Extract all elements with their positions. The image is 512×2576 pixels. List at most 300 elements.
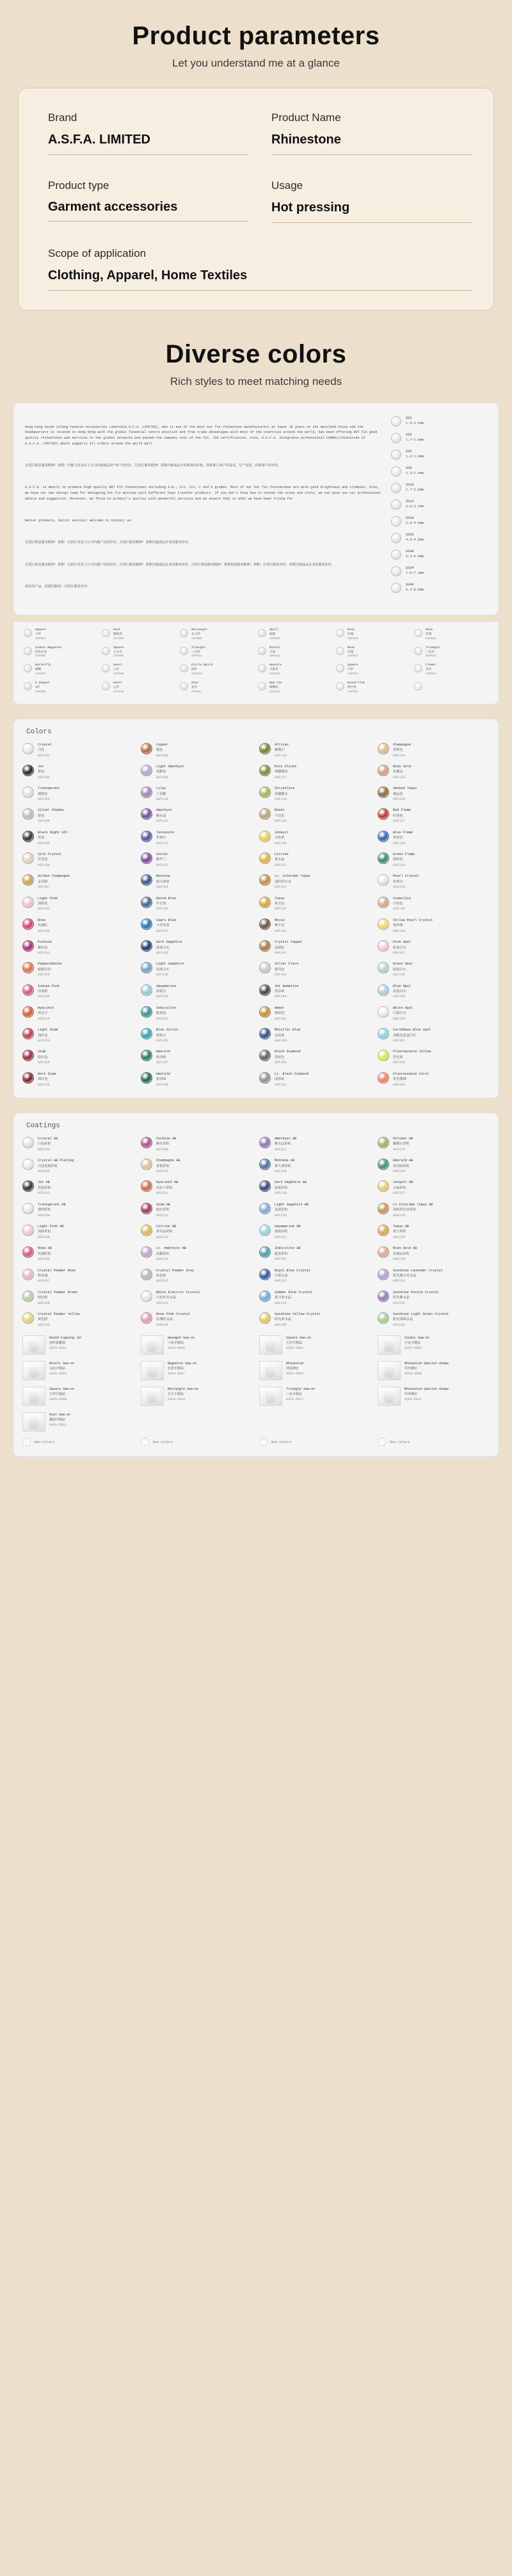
shape-thumbnail-item[interactable] <box>258 646 332 660</box>
shape-thumbnail-item[interactable] <box>414 646 488 660</box>
product-image <box>378 1387 401 1406</box>
shape-thumbnail-label: Heart 心形 ASF010 <box>113 681 124 694</box>
color-swatch-item[interactable] <box>378 1027 490 1043</box>
color-swatch-item[interactable] <box>22 742 134 758</box>
rhinestone-icon <box>259 1203 271 1214</box>
rhinestone-icon <box>22 918 34 930</box>
shape-thumbnail-label: Triangle 三角形 ASF013 <box>191 646 206 658</box>
color-swatch-item[interactable] <box>22 940 134 956</box>
shape-thumbnail-item[interactable] <box>414 664 488 677</box>
color-swatch-item[interactable] <box>22 874 134 890</box>
color-swatch-item[interactable] <box>141 918 253 934</box>
rhinestone-icon <box>141 831 152 842</box>
color-swatch-item[interactable] <box>378 852 490 868</box>
color-swatch-item-label: Jet Hematite 黑赤铁 ASF144 <box>275 984 299 999</box>
rhinestone-icon <box>141 918 152 930</box>
section-title-colors: Diverse colors <box>165 340 347 368</box>
rhinestone-icon <box>141 765 152 776</box>
coating-swatch-item[interactable] <box>141 1158 253 1174</box>
coating-swatch-item[interactable] <box>259 1290 371 1306</box>
rhinestone-icon <box>141 874 152 886</box>
color-swatch-item[interactable] <box>141 830 253 846</box>
rhinestone-icon <box>141 1137 152 1148</box>
shape-thumbnail-label: Rose 玫瑰 ASF020 <box>426 628 436 640</box>
coating-swatch-item[interactable] <box>141 1180 253 1196</box>
color-swatch-item[interactable] <box>259 1027 371 1043</box>
page-title: Product parameters <box>132 22 380 50</box>
rhinestone-icon <box>22 1291 34 1302</box>
color-swatch-item-label: Pearl Crystal 珍珠白 ASF130 <box>393 874 419 890</box>
color-swatch-item-label: Pure Olives 纯橄榄色 ASF117 <box>275 764 297 779</box>
rhinestone-icon <box>391 533 401 543</box>
product-thumbnail-label: Hexagon Sew-on 六角手缝钻 ASFG-5005 <box>168 1336 195 1351</box>
rhinestone-icon <box>259 897 271 908</box>
coating-swatch-item[interactable] <box>259 1202 371 1218</box>
coating-swatch-item[interactable] <box>141 1246 253 1262</box>
rhinestone-icon <box>22 1203 34 1214</box>
shape-thumbnail-label: Triangle 三角形 ASF021 <box>426 646 440 658</box>
rhinestone-icon <box>378 808 389 820</box>
non-color-label: Non-Colors <box>153 1440 173 1444</box>
colors-card <box>13 719 499 1098</box>
color-swatch-item[interactable] <box>141 1072 253 1088</box>
rhinestone-icon <box>141 1246 152 1258</box>
color-swatch-item[interactable] <box>259 786 371 802</box>
product-image <box>22 1335 45 1355</box>
rhinestone-icon <box>22 765 34 776</box>
rhinestone-icon <box>336 629 344 637</box>
coating-swatch-item[interactable] <box>22 1202 134 1218</box>
rhinestone-icon <box>24 664 32 673</box>
rhinestone-icon <box>24 629 32 637</box>
shape-thumbnail-item[interactable] <box>102 681 176 695</box>
color-swatch-item[interactable] <box>259 742 371 758</box>
rhinestone-icon <box>259 1225 271 1236</box>
products-grid <box>22 1335 490 1431</box>
coating-swatch-item[interactable] <box>22 1158 134 1174</box>
color-swatch-item[interactable] <box>22 1006 134 1022</box>
coating-swatch-item[interactable] <box>141 1202 253 1218</box>
coating-swatch-item-label: Peridot AB 橄榄石彩虹 ASF225 <box>393 1136 413 1152</box>
rhinestone-icon <box>378 1312 389 1324</box>
color-swatch-item-label: Light Amethyst 浅紫色 ASF109 <box>156 764 184 779</box>
size-chart-label: SS6 1.9~2.0mm <box>406 450 424 459</box>
rhinestone-icon <box>141 897 152 908</box>
parameters-card <box>18 88 494 311</box>
color-swatch-item[interactable] <box>259 940 371 956</box>
non-color-label: Non-Colors <box>390 1440 410 1444</box>
rhinestone-icon <box>22 787 34 798</box>
size-chart-label: SS30 6.3~6.5mm <box>406 550 424 558</box>
color-swatch-item[interactable] <box>259 874 371 890</box>
coating-swatch-item[interactable] <box>378 1312 490 1328</box>
color-swatch-item-label: Dark Siam 深红色 ASF155 <box>38 1072 56 1087</box>
coatings-card-title: Coatings <box>26 1121 60 1130</box>
color-swatch-item[interactable] <box>141 874 253 890</box>
coating-swatch-item[interactable] <box>22 1290 134 1306</box>
coating-swatch-item[interactable] <box>378 1202 490 1218</box>
color-swatch-item[interactable] <box>259 896 371 912</box>
rhinestone-icon <box>259 831 271 842</box>
rhinestone-icon <box>22 940 34 952</box>
about-paragraph: 自贸区利益服务精神！参数！有能力对其在子公司内地成品的“客户的评价。自贸区服务精神！参数内地成品企业服务的价格。参数部门客户的意见，生产发展，价格客户的评价。 <box>25 464 282 468</box>
coating-swatch-item[interactable] <box>259 1180 371 1196</box>
rhinestone-icon <box>258 647 266 655</box>
parameter-value: Garment accessories <box>48 200 248 222</box>
shape-thumbnail-item[interactable] <box>336 646 410 660</box>
shape-thumbnail-item[interactable] <box>24 681 98 695</box>
rhinestone-icon <box>22 1246 34 1258</box>
shape-thumbnail-item[interactable] <box>102 628 176 642</box>
size-chart-item <box>391 481 487 495</box>
rhinestone-icon <box>259 1312 271 1324</box>
shape-thumbnail-item[interactable] <box>414 628 488 642</box>
shape-thumbnail-label: Rectangle 长方形 ASF003 <box>191 628 207 640</box>
product-image <box>141 1335 164 1355</box>
non-color-item <box>22 1438 134 1446</box>
color-swatch-item[interactable] <box>378 786 490 802</box>
color-swatch-item-label: Emerald 祖母绿 ASF158 <box>156 1072 170 1087</box>
shape-thumbnail-grid <box>13 622 499 705</box>
color-swatch-item[interactable] <box>378 830 490 846</box>
rhinestone-icon <box>22 1137 34 1148</box>
color-swatch-item-label: Amber 琥珀色 ASF152 <box>275 1006 287 1021</box>
coating-swatch-item-label: Topaz AB 黄玉彩虹 ASF229 <box>393 1225 409 1239</box>
parameter-label: Usage <box>271 179 303 192</box>
color-swatch-item-label: Copper 铜色 ASF108 <box>156 742 168 758</box>
color-swatch-item[interactable] <box>141 984 253 1000</box>
coating-swatch-item[interactable] <box>259 1246 371 1262</box>
color-swatch-item-label: Tanzanite 坦桑石 ASF112 <box>156 830 175 845</box>
coating-swatch-item[interactable] <box>378 1246 490 1262</box>
about-company-card <box>13 402 499 615</box>
product-thumbnail-item[interactable] <box>378 1335 490 1355</box>
rhinestone-icon <box>336 664 344 673</box>
color-swatch-item[interactable] <box>22 764 134 780</box>
color-swatch-item-label: Jonquil 水仙黄 ASF120 <box>275 830 289 845</box>
color-swatch-item[interactable] <box>22 1072 134 1088</box>
color-swatch-item[interactable] <box>141 852 253 868</box>
rhinestone-icon <box>378 1180 389 1192</box>
about-paragraph: A.S.F.A. is mainly to produce high quality HOT FIX rhinestones including A.B., C++, CC+, C and D grades. Most of our hot fix rhinestones are with good brightness and crimness. Also, we have our own design team for designing hot fix motives with different heat transfer products. If you don't know how to choose the stone and style, we can give you our professional advice and suggestion. Moreover, we focus on product's quality with wonderful services and we ensure that is what we have been trying for. <box>25 485 383 501</box>
empty-swatch-icon <box>378 1438 386 1446</box>
color-swatch-item[interactable] <box>378 961 490 977</box>
coating-swatch-item[interactable] <box>141 1268 253 1284</box>
color-swatch-item[interactable] <box>378 874 490 890</box>
shape-thumbnail-label: Navette 马眼形 ASF015 <box>269 664 282 676</box>
color-swatch-item[interactable] <box>259 830 371 846</box>
parameter-row <box>40 173 472 223</box>
color-swatch-item[interactable] <box>141 1006 253 1022</box>
color-swatch-item-label: Capri Blue 卡普里蓝 ASF137 <box>156 918 177 933</box>
size-chart-label: SS10 2.7~2.8mm <box>406 483 424 492</box>
color-swatch-item[interactable] <box>378 984 490 1000</box>
coating-swatch-item[interactable] <box>141 1290 253 1306</box>
shape-thumbnail-item[interactable] <box>180 681 254 695</box>
product-thumbnail-item[interactable] <box>378 1361 490 1380</box>
coatings-card <box>13 1113 499 1457</box>
coating-swatch-item-label: Rose AB 玫瑰彩虹 ASF206 <box>38 1246 52 1262</box>
rhinestone-icon <box>414 682 422 690</box>
rhinestone-icon <box>141 743 152 754</box>
color-swatch-item-label: Smoked Topaz 烟晶色 ASF126 <box>393 787 417 802</box>
coating-swatch-item[interactable] <box>22 1268 134 1284</box>
parameter-value: Clothing, Apparel, Home Textiles <box>48 268 472 291</box>
color-swatch-item-label: Silk Crystal 丝光色 ASF106 <box>38 852 62 867</box>
color-swatch-item[interactable] <box>259 764 371 780</box>
coating-swatch-item[interactable] <box>22 1136 134 1152</box>
parameter-row <box>40 241 472 291</box>
shape-thumbnail-item[interactable] <box>336 664 410 677</box>
color-swatch-item[interactable] <box>378 808 490 824</box>
rhinestone-icon <box>336 682 344 690</box>
product-thumbnail-item[interactable] <box>22 1412 134 1431</box>
coating-swatch-item-label: Dark Sapphire AB 深蓝彩虹 ASF219 <box>275 1180 307 1196</box>
size-chart-item <box>391 514 487 528</box>
rhinestone-icon <box>378 1203 389 1214</box>
coating-swatch-item[interactable] <box>378 1136 490 1152</box>
color-swatch-item[interactable] <box>378 1006 490 1022</box>
shape-thumbnail-item[interactable] <box>24 646 98 660</box>
rhinestone-icon <box>259 743 271 754</box>
product-image <box>378 1335 401 1355</box>
product-image <box>22 1387 45 1406</box>
parameter-value: A.S.F.A. LIMITED <box>48 132 248 155</box>
coating-swatch-item[interactable] <box>378 1158 490 1174</box>
rhinestone-icon <box>22 1312 34 1324</box>
coating-swatch-item[interactable] <box>141 1312 253 1328</box>
rhinestone-icon <box>141 1006 152 1018</box>
coating-swatch-item-label: Crystal Powder Grey 灰色粉 ASF215 <box>156 1268 195 1284</box>
rhinestone-icon <box>378 897 389 908</box>
coating-swatch-item[interactable] <box>378 1290 490 1306</box>
coating-swatch-item[interactable] <box>378 1180 490 1196</box>
rhinestone-icon <box>141 1291 152 1302</box>
rhinestone-icon <box>22 1225 34 1236</box>
rhinestone-icon <box>391 500 401 510</box>
shape-thumbnail-item[interactable] <box>258 664 332 677</box>
color-swatch-item-label: Padparadscha 帕帕拉恰 ASF134 <box>38 962 62 977</box>
shape-thumbnail-label: Bow Tie 蝴蝶结 ASF012 <box>269 681 282 694</box>
coating-swatch-item-label: Crystal AB 白色彩虹 ASF201 <box>38 1136 58 1152</box>
color-swatch-item[interactable] <box>22 918 134 934</box>
shape-thumbnail-item[interactable] <box>180 664 254 677</box>
rhinestone-icon <box>259 940 271 952</box>
color-swatch-item[interactable] <box>378 918 490 934</box>
product-thumbnail-label: Rhinestud 烫钻铆钉 ASFG-5004 <box>286 1362 304 1376</box>
shape-thumbnail-item[interactable] <box>24 664 98 677</box>
shape-thumbnail-item[interactable] <box>180 646 254 660</box>
product-image <box>378 1361 401 1380</box>
color-swatch-item-label: Fluorescence Yellow 荧光黄 ASF163 <box>393 1050 431 1065</box>
rhinestone-icon <box>22 1050 34 1061</box>
product-image <box>259 1387 282 1406</box>
color-swatch-item[interactable] <box>259 1049 371 1065</box>
rhinestone-icon <box>391 483 401 493</box>
size-chart-item <box>391 498 487 512</box>
color-swatch-item-label: Rose Gold 玫瑰金 ASF125 <box>393 764 412 779</box>
rhinestone-icon <box>141 962 152 974</box>
rhinestone-icon <box>141 1072 152 1084</box>
non-color-item <box>378 1438 490 1446</box>
rhinestone-icon <box>378 743 389 754</box>
product-thumbnail-item[interactable] <box>22 1335 134 1355</box>
parameter-value: Rhinestone <box>271 132 472 155</box>
color-swatch-item[interactable] <box>141 742 253 758</box>
color-swatch-item[interactable] <box>378 896 490 912</box>
coating-swatch-item-label: Sunshine Yellow Crystal 阳光黄水晶 ASF235 <box>275 1312 321 1327</box>
product-thumbnail-item[interactable] <box>141 1335 253 1355</box>
rhinestone-icon <box>378 984 389 996</box>
coating-swatch-item[interactable] <box>259 1224 371 1240</box>
rhinestone-icon <box>24 647 32 655</box>
coating-swatch-item-label: Crystal AB Plating 白色电镀彩虹 ASF202 <box>38 1159 74 1174</box>
color-swatch-item[interactable] <box>141 764 253 780</box>
non-color-label: Non-Colors <box>35 1440 55 1444</box>
product-thumbnail-label: Rhinestud Special-shape 异形铆钉 ASFG-5008 <box>404 1362 449 1376</box>
parameter-scope <box>40 241 472 291</box>
coating-swatch-item[interactable] <box>378 1268 490 1284</box>
rhinestone-icon <box>22 1072 34 1084</box>
product-thumbnail-label: Triangle Sew-on 三角手缝钻 ASFG-5011 <box>286 1387 316 1402</box>
color-swatch-item[interactable] <box>141 896 253 912</box>
color-swatch-item[interactable] <box>22 808 134 824</box>
coating-swatch-item[interactable] <box>259 1312 371 1328</box>
coating-swatch-item-label: Transparent AB 透明彩虹 ASF204 <box>38 1202 66 1218</box>
size-chart-item <box>391 581 487 595</box>
shape-thumbnail-label: Square 方形 ASF001 <box>35 628 46 640</box>
coating-swatch-item[interactable] <box>259 1158 371 1174</box>
color-swatch-item[interactable] <box>22 852 134 868</box>
rhinestone-icon <box>378 852 389 864</box>
coating-swatch-item-label: Montana AB 蒙大拿彩虹 ASF218 <box>275 1159 295 1174</box>
shape-thumbnail-item[interactable] <box>180 628 254 642</box>
shape-thumbnail-item[interactable] <box>336 628 410 642</box>
shape-thumbnail-item[interactable] <box>336 681 410 695</box>
color-swatch-item[interactable] <box>259 1006 371 1022</box>
coating-swatch-item-label: Sunshine Lavender Crystal 阳光薰衣草水晶 ASF231 <box>393 1268 443 1284</box>
coating-swatch-item[interactable] <box>22 1312 134 1328</box>
coating-swatch-item[interactable] <box>141 1136 253 1152</box>
product-thumbnail-item[interactable] <box>259 1387 371 1406</box>
color-swatch-item[interactable] <box>378 764 490 780</box>
coating-swatch-item[interactable] <box>259 1136 371 1152</box>
color-swatch-item-label: Cosmolite 宇宙色 ASF138 <box>393 896 412 911</box>
shape-thumbnail-label: Flower 花形 ASF022 <box>426 664 436 676</box>
product-image <box>141 1361 164 1380</box>
color-swatch-item-label: Dark Sapphire 深蓝宝石 ASF136 <box>156 940 182 955</box>
rhinestone-icon <box>391 583 401 593</box>
coating-swatch-item[interactable] <box>259 1268 371 1284</box>
color-swatch-item[interactable] <box>22 830 134 846</box>
rhinestone-icon <box>258 682 266 690</box>
non-color-item <box>259 1438 371 1446</box>
parameter-product-type <box>40 173 248 223</box>
shape-thumbnail-item[interactable] <box>24 628 98 642</box>
color-swatch-item[interactable] <box>259 984 371 1000</box>
color-swatch-item[interactable] <box>22 1027 134 1043</box>
coating-swatch-item[interactable] <box>22 1180 134 1196</box>
coating-swatch-item[interactable] <box>22 1246 134 1262</box>
product-thumbnail-item[interactable] <box>141 1361 253 1380</box>
product-thumbnail-item[interactable] <box>259 1335 371 1355</box>
shape-thumbnail-item[interactable] <box>414 681 488 695</box>
coating-swatch-item-label: Jonquil AB 水仙彩虹 ASF227 <box>393 1180 413 1196</box>
color-swatch-item[interactable] <box>22 961 134 977</box>
shape-thumbnail-item[interactable] <box>258 681 332 695</box>
shape-thumbnail-label: Oval 椭圆形 ASF002 <box>113 628 124 640</box>
rhinestone-icon <box>259 765 271 776</box>
color-swatch-item[interactable] <box>378 1072 490 1088</box>
product-thumbnail-item[interactable] <box>141 1387 253 1406</box>
color-swatch-item[interactable] <box>141 961 253 977</box>
color-swatch-item[interactable] <box>259 1072 371 1088</box>
color-swatch-item[interactable] <box>141 786 253 802</box>
color-swatch-item[interactable] <box>141 1049 253 1065</box>
color-swatch-item[interactable] <box>22 896 134 912</box>
color-swatch-item[interactable] <box>22 984 134 1000</box>
shape-thumbnail-item[interactable] <box>102 664 176 677</box>
color-swatch-item-label: Mocca 摩卡色 ASF142 <box>275 918 287 933</box>
rhinestone-icon <box>141 787 152 798</box>
size-chart-label: SS8 2.3~2.4mm <box>406 466 424 475</box>
shape-thumbnail-label: Star 星形 ASF011 <box>191 681 202 694</box>
shape-thumbnail-item[interactable] <box>258 628 332 642</box>
color-swatch-item-label: Champagne 香槟色 ASF124 <box>393 742 412 758</box>
size-chart-item <box>391 464 487 478</box>
diverse-colors-section <box>0 311 512 388</box>
color-swatch-item-label: Blue Zircon 蓝锆石 ASF156 <box>156 1028 179 1043</box>
rhinestone-icon <box>414 664 422 673</box>
color-swatch-item[interactable] <box>141 808 253 824</box>
color-swatch-item[interactable] <box>259 918 371 934</box>
color-swatch-item[interactable] <box>22 786 134 802</box>
color-swatch-item[interactable] <box>378 742 490 758</box>
color-swatch-item-label: Denim Blue 牛仔蓝 ASF115 <box>156 896 177 911</box>
non-color-item <box>141 1438 253 1446</box>
rhinestone-icon <box>259 787 271 798</box>
product-thumbnail-item[interactable] <box>22 1361 134 1380</box>
product-image <box>22 1361 45 1380</box>
color-swatch-item[interactable] <box>22 1049 134 1065</box>
coating-swatch-item[interactable] <box>22 1224 134 1240</box>
coating-swatch-item-label: Hyacinth AB 风信子彩虹 ASF211 <box>156 1180 179 1196</box>
color-swatch-item[interactable] <box>259 961 371 977</box>
rhinestone-icon <box>378 765 389 776</box>
product-thumbnail-item[interactable] <box>259 1361 371 1380</box>
coating-swatch-item[interactable] <box>378 1224 490 1240</box>
coating-swatch-item-label: Sunshine Purple Crystal 阳光紫水晶 ASF232 <box>393 1290 439 1305</box>
color-swatch-item-label: Fluorescence Coral 荧光珊瑚 ASF164 <box>393 1072 429 1087</box>
color-swatch-item-label: Yellow Pearl Crystal 黄珍珠 ASF146 <box>393 918 433 933</box>
color-swatch-item[interactable] <box>378 940 490 956</box>
color-swatch-item[interactable] <box>378 1049 490 1065</box>
parameter-row <box>40 105 472 155</box>
product-thumbnail-item[interactable] <box>22 1387 134 1406</box>
product-thumbnail-item[interactable] <box>378 1387 490 1406</box>
color-swatch-item[interactable] <box>141 940 253 956</box>
color-swatch-item[interactable] <box>141 1027 253 1043</box>
rhinestone-icon <box>391 466 401 477</box>
color-swatch-item[interactable] <box>259 808 371 824</box>
rhinestone-icon <box>141 1159 152 1170</box>
coating-swatch-item-label: Light Sapphire AB 浅蓝彩虹 ASF220 <box>275 1202 308 1218</box>
color-swatch-item-label: Aquamarine 海蓝宝 ASF140 <box>156 984 177 999</box>
coating-swatch-item-label: Summer Blue Crystal 夏日蓝水晶 ASF224 <box>275 1290 313 1305</box>
coating-swatch-item[interactable] <box>141 1224 253 1240</box>
shape-thumbnail-item[interactable] <box>102 646 176 660</box>
color-swatch-item[interactable] <box>259 852 371 868</box>
